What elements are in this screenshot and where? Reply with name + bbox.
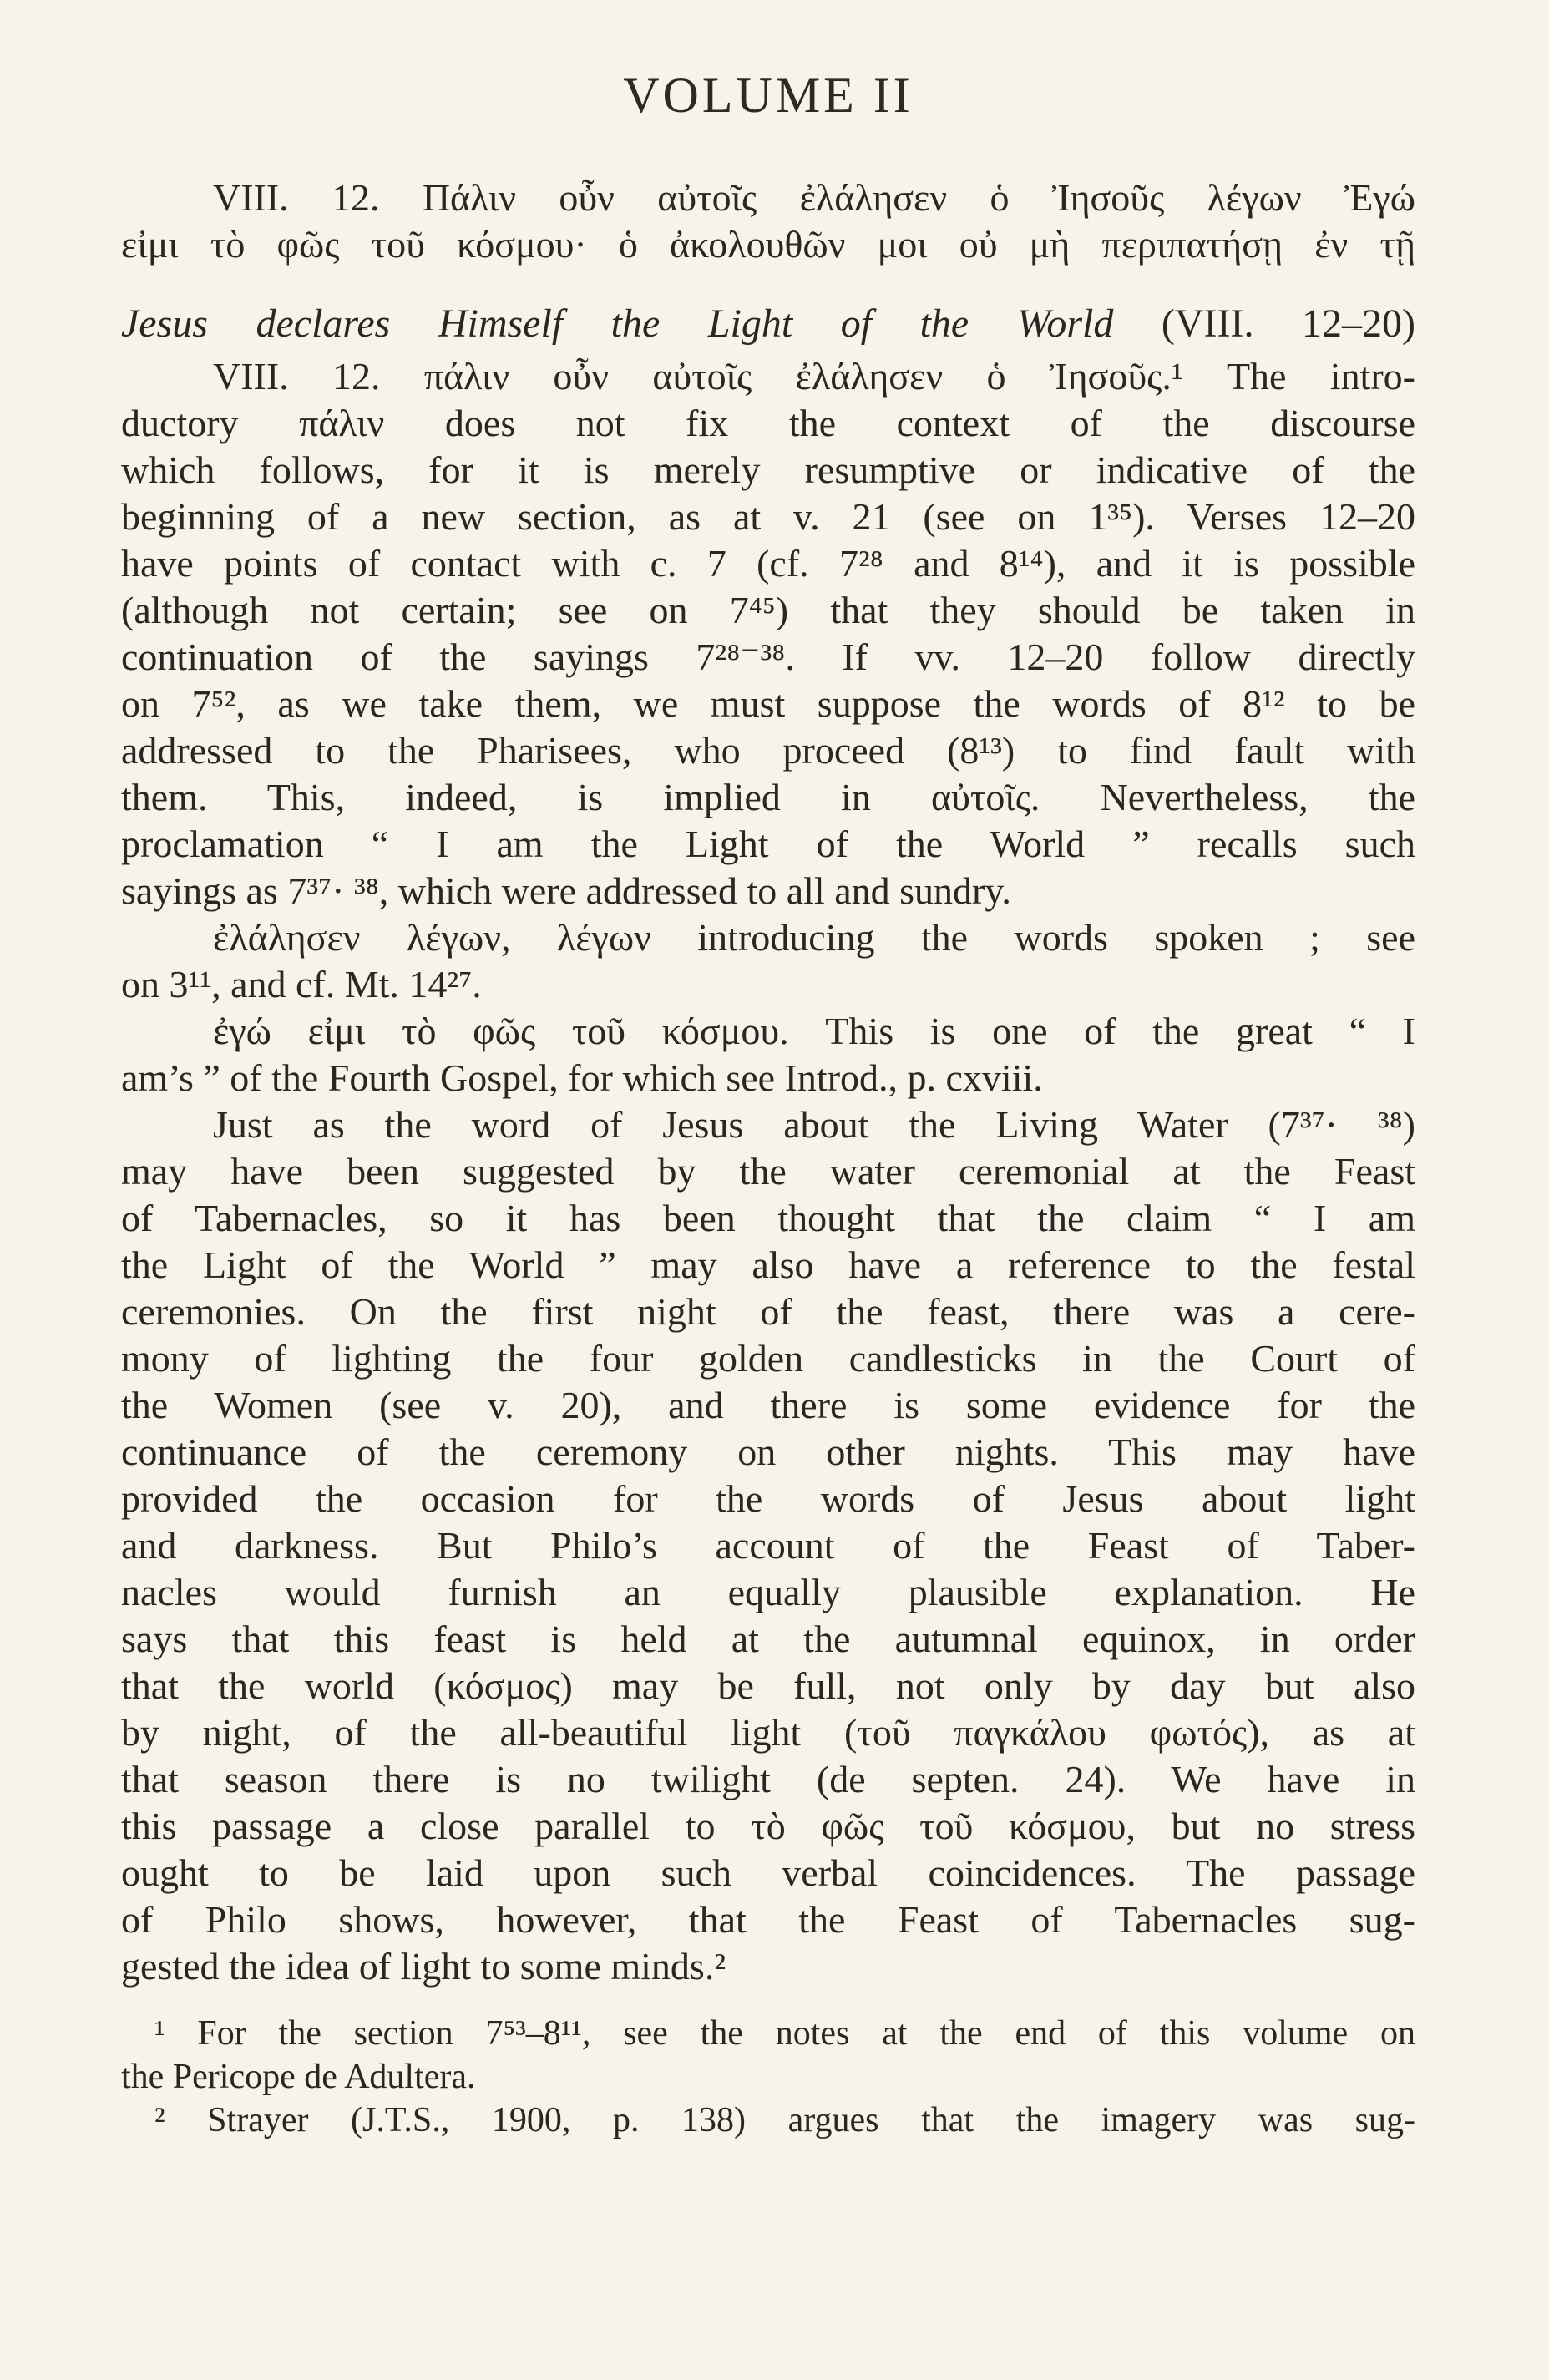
commentary-paragraph (121, 914, 1415, 1008)
text-line: that season there is no twilight (de septen. 24). We have in (121, 1758, 1415, 1800)
text-line: (although not certain; see on 7⁴⁵) that they should be taken in (121, 589, 1415, 631)
text-line: and darkness. But Philo’s account of the Feast of Taber- (121, 1524, 1415, 1567)
text-line: ought to be laid upon such verbal coincidences. The passage (121, 1851, 1415, 1894)
text-line: nacles would furnish an equally plausible explanation. He (121, 1571, 1415, 1613)
running-head: VOLUME II (623, 68, 914, 123)
section-heading (121, 300, 1415, 348)
footnote-line: ² Strayer (J.T.S., 1900, p. 138) argues that the imagery was sug- (154, 2101, 1415, 2139)
text-line: the Women (see v. 20), and there is some evidence for the (121, 1384, 1415, 1426)
text-line: of Tabernacles, so it has been thought that the claim “ I am (121, 1197, 1415, 1239)
text-line: may have been suggested by the water ceremonial at the Feast (121, 1150, 1415, 1193)
footnote-line: ¹ For the section 7⁵³–8¹¹, see the notes at the end of this volume on (154, 2014, 1415, 2053)
commentary-paragraph (121, 353, 1415, 914)
text-line: which follows, for it is merely resumptive or indicative of the (121, 448, 1415, 491)
greek-text-line: εἰμι τὸ φῶς τοῦ κόσμου· ὁ ἀκολουθῶν μοι οὐ μὴ περιπατήσῃ ἐν τῇ (121, 223, 1415, 266)
page-content (121, 67, 1415, 2142)
text-line: Just as the word of Jesus about the Living Water (7³⁷· ³⁸) (213, 1103, 1415, 1146)
text-line: continuance of the ceremony on other nights. This may have (121, 1431, 1415, 1473)
text-line: by night, of the all-beautiful light (τοῦ παγκάλου φωτός), as at (121, 1711, 1415, 1754)
text-line: addressed to the Pharisees, who proceed (8¹³) to find fault with (121, 729, 1415, 772)
text-line: of Philo shows, however, that the Feast of Tabernacles sug- (121, 1898, 1415, 1941)
text-line: have points of contact with c. 7 (cf. 7²⁸ and 8¹⁴), and it is possible (121, 542, 1415, 585)
text-line: ἐγώ εἰμι τὸ φῶς τοῦ κόσμου. This is one of the great “ I (213, 1010, 1415, 1052)
commentary-paragraph (121, 1101, 1415, 1990)
greek-text-line: VIII. 12. Πάλιν οὖν αὐτοῖς ἐλάλησεν ὁ Ἰησοῦς λέγων Ἐγώ (213, 176, 1415, 219)
greek-text-block (121, 175, 1415, 268)
text-line: proclamation “ I am the Light of the World ” recalls such (121, 823, 1415, 865)
text-line: mony of lighting the four golden candlesticks in the Court of (121, 1337, 1415, 1380)
footnotes (121, 2012, 1415, 2142)
text-line: continuation of the sayings 7²⁸⁻³⁸. If vv. 12–20 follow directly (121, 636, 1415, 678)
text-line: ductory πάλιν does not fix the context of the discourse (121, 402, 1415, 444)
text-line: on 3¹¹, and cf. Mt. 14²⁷. (121, 963, 482, 1005)
footnote-line: the Pericope de Adultera. (121, 2058, 476, 2096)
text-line: on 7⁵², as we take them, we must suppose the words of 8¹² to be (121, 682, 1415, 725)
text-line: provided the occasion for the words of Jesus about light (121, 1477, 1415, 1520)
text-line: VIII. 12. πάλιν οὖν αὐτοῖς ἐλάλησεν ὁ Ἰησοῦς.¹ The intro- (213, 355, 1415, 398)
text-line: gested the idea of light to some minds.² (121, 1945, 726, 1988)
text-line: am’s ” of the Fourth Gospel, for which see Introd., p. cxviii. (121, 1056, 1043, 1099)
section-heading-title: Jesus declares Himself the Light of the World (121, 301, 1114, 346)
text-line: that the world (κόσμος) may be full, not only by day but also (121, 1664, 1415, 1707)
text-line: this passage a close parallel to τὸ φῶς τοῦ κόσμου, but no stress (121, 1805, 1415, 1847)
text-line: beginning of a new section, as at v. 21 (see on 1³⁵). Verses 12–20 (121, 495, 1415, 538)
text-line: says that this feast is held at the autumnal equinox, in order (121, 1618, 1415, 1660)
section-heading-reference: (VIII. 12–20) (1161, 301, 1415, 346)
commentary-paragraph (121, 1008, 1415, 1101)
text-line: them. This, indeed, is implied in αὐτοῖς. Nevertheless, the (121, 776, 1415, 818)
text-line: sayings as 7³⁷· ³⁸, which were addressed to all and sundry. (121, 869, 1011, 912)
text-line: the Light of the World ” may also have a reference to the festal (121, 1243, 1415, 1286)
text-line: ἐλάλησεν λέγων, λέγων introducing the words spoken ; see (213, 916, 1415, 959)
text-line: ceremonies. On the first night of the feast, there was a cere- (121, 1290, 1415, 1333)
